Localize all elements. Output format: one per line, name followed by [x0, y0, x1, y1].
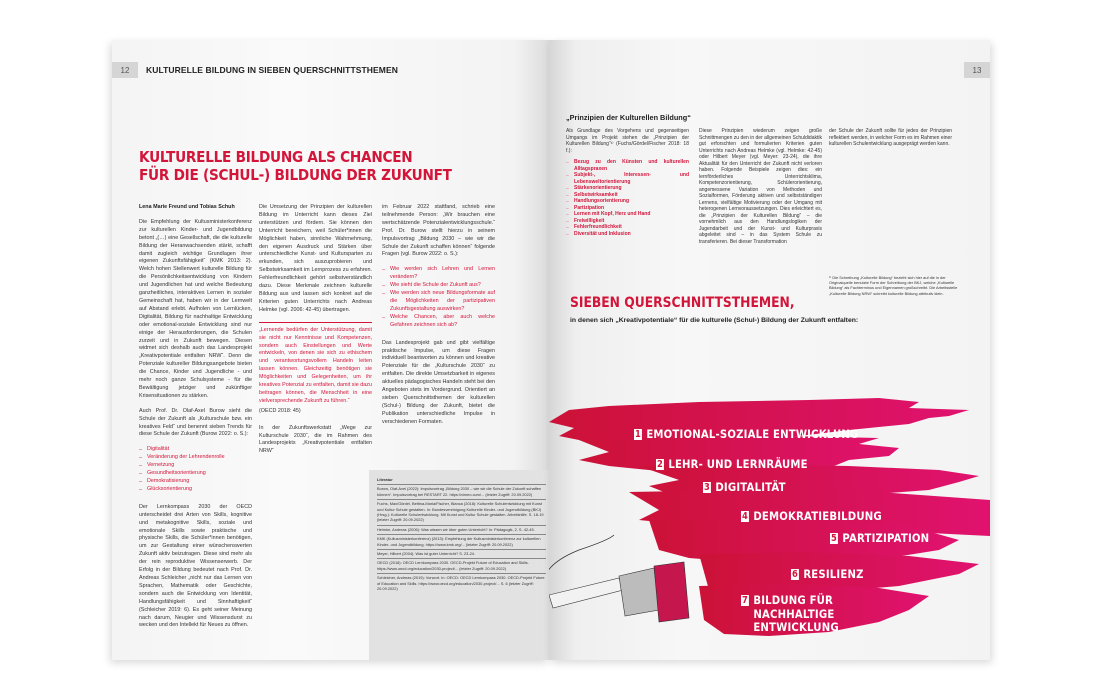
article-headline [139, 148, 452, 184]
theme-label: DIGITALITÄT [715, 480, 786, 494]
theme-7 [741, 594, 839, 635]
list-item: _ Diversität und Inklusion [566, 231, 689, 238]
literature-box [369, 470, 549, 660]
theme-label-line: ENTWICKLUNG [753, 620, 839, 634]
themes-title: SIEBEN QUERSCHNITTSTHEMEN, [570, 295, 795, 311]
literature-title: Literatur [377, 477, 393, 482]
literature-item: Fuchs, Max/Gördel, Bettina-Maria/Fischer, Bianca (2018): Kulturelle Schulentwicklung mit Kunst und Kultur Schule gestalten. In: Bundesvereinigung Kulturelle Kinder- und Jugendbildung (BKJ) (Hrsg.): Kulturelle Schulentwicklung. Mit Kunst und Kultur Schule gestalten. Arbeitshilfe. S. 18-19 (letzter Zugriff: 20.09.2022) [377, 499, 546, 525]
literature-item: Meyer, Hilbert (2004): Was ist guter Unterricht? S. 23-24. [377, 549, 546, 558]
list-item: _ Partizipation [566, 205, 689, 212]
literature-item: Burow, Olaf-Axel (2022): Impulsvortrag „Bildung 2030 – wie wir die Schule der Zukunft schaffen können“. Impulsvortrag bei RESTART 22. https://vimeo.com/... (letzter Zugriff: 20.09.2022) [377, 484, 546, 499]
theme-5 [830, 532, 929, 546]
paragraph: Die Umsetzung der Prinzipien der kulturellen Bildung im Unterricht kann dieses Ziel unterstützen und fördern. Sie können den Unterricht bereichern, weil Schüler*innen die Möglichkeit haben, sinnliche Wahrnehmung, den eigenen Ausdruck und Stärken über unterschiedliche Kunst- und Kultursparten zu erkunden, sich auszuprobieren und Selbstwirksamkeit im Lernprozess zu erfahren. Fehlerfreundlichkeit gehört selbstverständlich dazu. Diese Merkmale zeichnen kulturelle Bildung aus und lassen sich konkret auf die Kriterien guten Unterrichts nach Andreas Helmke (vgl. 2006: 42-45) übertragen. [259, 204, 372, 313]
list-item: _ Vernetzung [139, 462, 252, 470]
theme-6 [791, 568, 864, 582]
theme-number: 4 [741, 510, 748, 522]
page-number: 12 [112, 62, 138, 78]
list-item: _ Veränderung der Lehrendenrolle [139, 454, 252, 462]
theme-3 [703, 481, 786, 495]
list-item: _ Stärkenorientierung [566, 185, 689, 192]
running-title: KULTURELLE BILDUNG IN SIEBEN QUERSCHNITTSTHEMEN [146, 65, 398, 75]
theme-number: 5 [830, 532, 837, 544]
list-item: _ Gesundheitsorientierung [139, 470, 252, 478]
paragraph: Das Landesprojekt gab und gibt vielfältige praktische Impulse, um diese Fragen individuell beantworten zu können und kreative Potenziale für die „Kulturschule 2030“ zu entfalten. Die direkte Umsetzbarkeit in eigenes aktuelles pädagogisches Handeln steht bei den Angeboten stets im Vordergrund. Orientiert an sieben Querschnittsthemen der kulturellen (Schul-) Bildung der Zukunft, bietet die Publikation unterschiedliche Impulse in verschiedenen Formaten. [382, 339, 495, 425]
running-header [112, 62, 398, 78]
principles-intro: Als Grundlage des Vorgehens und gegenseitigen Umgangs im Projekt stehen die „Prinzipien der Kulturellen Bildung“¹⁾ (Fuchs/Gördel/Fischer 2018: 18 f.): [566, 128, 689, 154]
page-number: 13 [964, 62, 990, 78]
oecd-quote: „Lernende bedürfen der Unterstützung, damit sie nicht nur Kenntnisse und Kompetenzen, sondern auch Einstellungen und Werte entwickeln, von denen sie sich zu ethischem und verantwortungsvollem Handeln leiten lassen können. Gleichzeitig benötigen sie Möglichkeiten und Gelegenheiten, um ihr kreatives Potenzial zu entfalten, damit sie dazu beitragen können, die Menschheit in eine vielversprechende Zukunft zu führen.“ [259, 322, 372, 406]
list-item: _ Bezug zu den Künsten und kulturellen Alltagspraxen [566, 159, 689, 172]
paragraph: In der Zukunftswerkstatt „Wege zur Kulturschule 2030“, die im Rahmen des Landesprojekts „Kreativpotentiale entfalten NRW“ [259, 424, 372, 455]
headline-line-1: KULTURELLE BILDUNG ALS CHANCEN [139, 148, 413, 166]
text-column-3 [382, 204, 495, 434]
list-item: _ Welche Chancen, aber auch welche Gefahren zeichnen sich ab? [382, 314, 495, 330]
paragraph: im Februar 2022 stattfand, schrieb eine teilnehmende Person: „Wir brauchen eine wertschätzende Potenzialentwicklungsschule.“ Prof. Dr. Burow stellt hierzu in seinem Impulsvortrag „Bildung 2030 – wie wir die Schule der Zukunft schaffen können“ folgende Fragen (vgl. Burow 2022: o. S.): [382, 204, 495, 258]
list-item: _ Demokratisierung [139, 478, 252, 486]
footnote: ¹⁾ Die Schreibung „Kulturelle Bildung“ bezieht sich hier auf die in der Originalquelle benutzte Form der Schreibung der BKJ, welche „Kulturelle Bildung“ als Fachterminus und Eigennamen großschreibt. Die Arbeitsstelle „Kulturelle Bildung NRW“ schreibt kulturelle Bildung attributiv klein. [829, 275, 958, 296]
theme-number: 3 [703, 481, 710, 493]
theme-1 [634, 428, 859, 442]
list-item: _ Digitalität [139, 446, 252, 454]
principles-list [566, 159, 689, 237]
literature-item: Schleicher, Andreas (2019): Vorwort. In: OECD: OECD Lernkompass 2030. OECD-Projekt Future of Education and Skills. https://www.oecd.org/education/2030-project/... S. 6 (letzter Zugriff: 20.09.2022) [377, 573, 546, 593]
theme-label: PARTIZIPATION [842, 531, 930, 545]
principles-column [566, 128, 689, 247]
theme-2 [656, 458, 808, 472]
list-item: _ Subjekt-, Interessen- und Lebensweltorientierung [566, 172, 689, 185]
list-item: _ Selbstwirksamkeit [566, 192, 689, 199]
paragraph: Auch Prof. Dr. Olaf-Axel Burow sieht die Schule der Zukunft als „Kulturschule bzw. ein kreatives Feld“ und benennt sieben Trends für diese Schule der Zukunft (Burow 2022: o. S.): [139, 407, 252, 438]
headline-line-2: FÜR DIE (SCHUL-) BILDUNG DER ZUKUNFT [139, 166, 452, 184]
theme-label: EMOTIONAL-SOZIALE ENTWICKLUNG [646, 427, 859, 441]
theme-label: RESILIENZ [803, 567, 864, 581]
principles-title: „Prinzipien der Kulturellen Bildung“ [566, 113, 691, 122]
theme-label [753, 594, 839, 635]
text-column-2 [259, 204, 372, 463]
paragraph: Die Empfehlung der Kultusministerkonferenz zur kulturellen Kinder- und Jugendbildung betont „(…) eine Gesellschaft, die die kulturelle Bildung der Heranwachsenden stärkt, schafft damit zugleich wichtige Grundlagen ihrer eigenen Zukunftsfähigkeit“ (KMK 2013: 2). Welch hohen Stellenwert kulturelle Bildung für die Persönlichkeitsentwicklung von Kindern und Jugendlichen hat und welche Bedeutung ganzheitliches, interaktives Lernen in sozialer Gemeinschaft hat, haben wir in der Lernwelt auf Abstand erlebt. Aufholen von Lernlücken, Digitalität, Bildung für nachhaltige Entwicklung oder emotional-soziale Entwicklung sind nur einige der Herausforderungen, die Schulen zurzeit und in Zukunft bewegen. Diesen widmet sich deshalb auch das Landesprojekt „Kreativpotentiale entfalten NRW“. Denn die Potenziale kultureller Bildungsangebote bieten die Chance, Kinder und Jugendliche - und mehr noch ganze Schulsysteme - für die Bewältigung jetziger und zukünftiger Krisensituationen zu stärken. [139, 218, 252, 399]
theme-number: 7 [741, 594, 748, 606]
list-item: _ Handlungsorientierung [566, 198, 689, 205]
list-item: _ Glücksorientierung [139, 486, 252, 494]
theme-label-line: NACHHALTIGE [753, 606, 835, 621]
theme-label-line: BILDUNG FÜR [753, 593, 834, 607]
theme-number: 1 [634, 428, 641, 440]
list-item: _ Wie sieht die Schule der Zukunft aus? [382, 282, 495, 290]
literature-item: Helmke, Andreas (2006): Was wissen wir über guten Unterricht? In: Pädagogik, 2, S. 42-45. [377, 525, 546, 534]
magazine-spread [112, 40, 990, 660]
author-byline: Lena Marie Freund und Tobias Schuh [139, 204, 235, 210]
literature-item: KMK (Kultusministerkonferenz) (2013): Empfehlung der Kultusministerkonferenz zur kulturellen Kinder- und Jugendbildung. https://www.kmk.org/... (letzter Zugriff: 20.09.2022) [377, 534, 546, 549]
theme-label: DEMOKRATIEBILDUNG [753, 509, 882, 523]
themes-subtitle: in denen sich „Kreativpotentiale“ für die kulturelle (Schul-) Bildung der Zukunft entfalten: [570, 317, 859, 324]
list-item: _ Lernen mit Kopf, Herz und Hand [566, 211, 689, 218]
trends-list [139, 446, 252, 493]
theme-4 [741, 510, 882, 524]
left-page [112, 40, 549, 660]
list-item: _ Fehlerfreundlichkeit [566, 224, 689, 231]
theme-number: 6 [791, 568, 798, 580]
theme-label: LEHR- UND LERNRÄUME [668, 457, 808, 471]
questions-list [382, 266, 495, 329]
quote-source: (OECD 2018: 45) [259, 407, 301, 414]
list-item: _ Wie werden sich Lehren und Lernen verändern? [382, 266, 495, 282]
literature-item: OECD (2018): OECD Lernkompass 2030. OECD-Projekt Future of Education and Skills. https://www.oecd.org/education/2030-project/... (letzter Zugriff: 20.09.2022) [377, 558, 546, 573]
text-column-2: Diese Prinzipien wiederum zeigen große Schnittmengen zu den in der allgemeinen Schuldidaktik gut erforschten und formulierten Kriterien guten Unterrichts nach Andreas Helmke (vgl. Helmke: 42-45) oder Hilbert Meyer (vgl. Meyer: 23-24), die ihre Aktualität für den Unterricht der Zukunft nicht verloren haben. Folgende Beispiele zeigen dies: ein lernförderliches Unterrichtsklima, Kompetenzorientierung, Schülerorientierung, angemessene Variation von Methoden und Sozialformen, Förderung aktiven und selbstständigen Lernens, vielfältige Motivierung oder der Umgang mit heterogenen Lernvoraussetzungen. Dies erleichtert es, die „Prinzipien der Kulturellen Bildung“ – die vornehmlich aus den Handlungslogiken der Jugendarbeit und der Kunst- und Kulturpraxis abgeleitet sind – in das System Schule zu transferieren. Bei dieser Transformation [699, 128, 822, 245]
right-page [549, 40, 990, 660]
theme-number: 2 [656, 458, 663, 470]
list-item: _ Freiwilligkeit [566, 218, 689, 225]
text-column-1 [139, 204, 252, 637]
list-item: _ Wie werden sich neue Bildungsformate auf die Möglichkeiten der partizipativen Zukunftsgestaltung auswirken? [382, 290, 495, 314]
paragraph: Der Lernkompass 2030 der OECD unterscheidet drei Arten von Skills, kognitive und metakognitive Skills, soziale und emotionale Skills sowie praktische und physische Skills, die Schüler*innen benötigen, um zur Gestaltung einer wünschenswerten Zukunft aktiv beizutragen. Diese sind mehr als der rein reproduktive Wissenserwerb. Der Erfolg in der Bildung bedeutet nach Prof. Dr. Andreas Schleicher „nicht nur das Lernen von Sprachen, Mathematik oder Geschichte, sondern auch die Entwicklung von Identität, Handlungsfähigkeit und Sinnhaftigkeit“ (Schleicher 2019: 6). Es geht seiner Meinung nach darum, Neugier und Wissensdurst zu wecken und den Intellekt für Neues zu öffnen. [139, 503, 252, 629]
text-column-3: der Schule der Zukunft sollte für jedes der Prinzipien reflektiert werden, in welcher Form es im Rahmen einer kulturellen Schulentwicklung ausgeprägt werden kann. [829, 128, 952, 147]
